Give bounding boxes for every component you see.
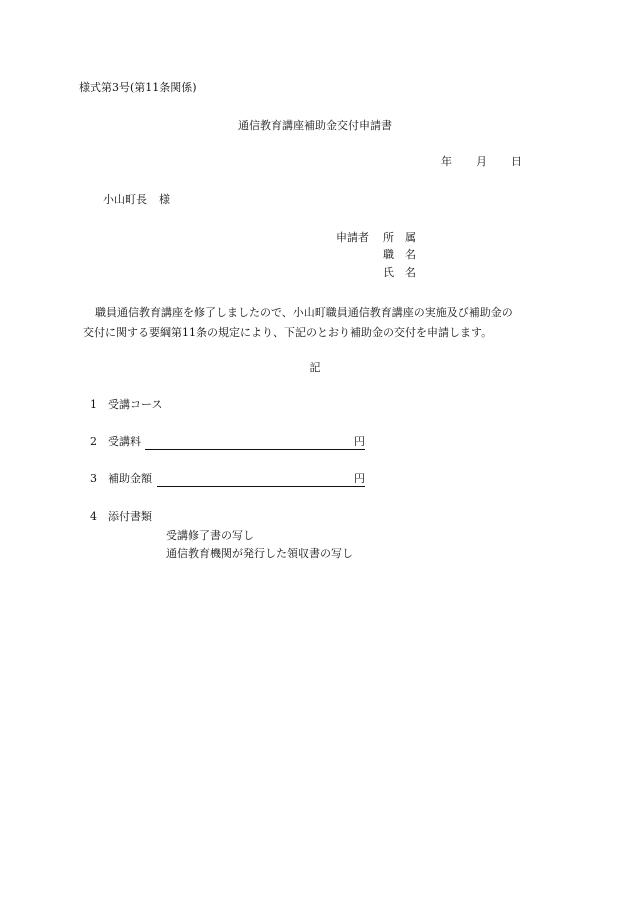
date-year: 年 — [441, 155, 452, 168]
date-day: 日 — [511, 155, 522, 168]
body-text — [83, 303, 553, 343]
item-label: 補助金額 — [108, 472, 152, 485]
form-number: 様式第3号(第11条関係) — [79, 81, 197, 94]
item-attachments — [90, 510, 152, 524]
position-char-2: 名 — [405, 248, 416, 261]
body-line-1: 職員通信教育講座を修了しましたので、小山町職員通信教育講座の実施及び補助金の — [95, 306, 513, 319]
item-number: 1 — [90, 398, 97, 411]
date-month: 月 — [476, 155, 487, 168]
applicant-position-label — [383, 248, 416, 262]
item-number: 2 — [90, 435, 97, 448]
recipient-name: 小山町長 — [103, 193, 147, 206]
ki-heading: 記 — [309, 361, 321, 374]
item-course — [90, 398, 162, 412]
subsidy-amount-field[interactable] — [157, 472, 365, 487]
attachment-receipt: 通信教育機関が発行した領収書の写し — [166, 547, 353, 560]
recipient — [103, 193, 170, 207]
item-number: 4 — [90, 510, 97, 523]
tuition-amount-field[interactable] — [145, 435, 365, 450]
document-title: 通信教育講座補助金交付申請書 — [238, 119, 392, 132]
name-char-2: 名 — [405, 266, 416, 279]
item-tuition — [90, 435, 141, 449]
date-line — [441, 155, 522, 169]
name-char-1: 氏 — [383, 266, 394, 279]
item-label: 受講コース — [108, 398, 163, 411]
position-char-1: 職 — [383, 248, 394, 261]
yen-unit: 円 — [354, 435, 365, 448]
applicant-department-label — [383, 231, 416, 245]
yen-unit: 円 — [354, 472, 365, 485]
attachment-completion-certificate: 受講修了書の写し — [166, 529, 254, 542]
body-line-2: 交付に関する要綱第11条の規定により、下記のとおり補助金の交付を申請します。 — [83, 326, 493, 339]
item-subsidy-amount — [90, 472, 152, 486]
department-char-1: 所 — [383, 231, 394, 244]
applicant-label: 申請者 — [336, 231, 369, 244]
item-label: 受講料 — [108, 435, 141, 448]
item-label: 添付書類 — [108, 510, 152, 523]
department-char-2: 属 — [405, 231, 416, 244]
recipient-honorific: 様 — [159, 193, 170, 206]
item-number: 3 — [90, 472, 97, 485]
applicant-name-label — [383, 266, 416, 280]
